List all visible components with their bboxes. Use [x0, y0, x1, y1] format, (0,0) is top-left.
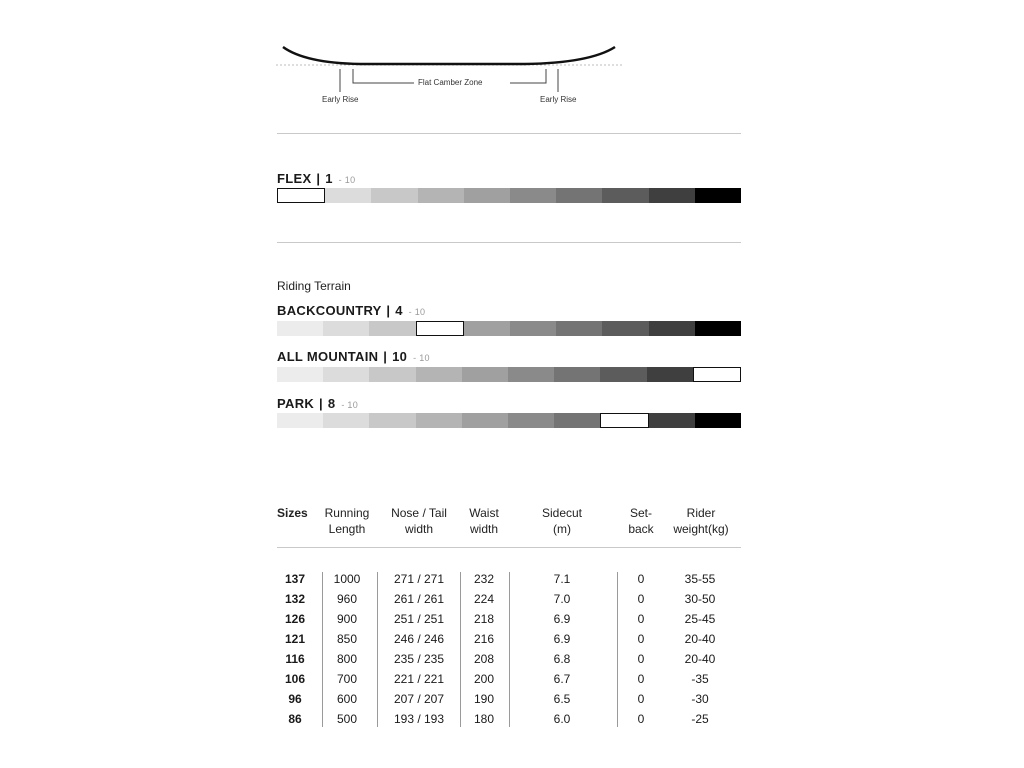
all-mountain-segment: [600, 367, 646, 382]
column-sidecut: [540, 571, 584, 731]
backcountry-segment: [649, 321, 695, 336]
park-segment: [277, 413, 323, 428]
park-segment: [649, 413, 695, 428]
board-curve: [283, 47, 615, 64]
header-sizes: [277, 505, 308, 521]
table-cell: 0: [637, 572, 645, 586]
header-waist-line2: width: [469, 522, 498, 536]
flex-label: FLEX: [277, 171, 312, 186]
header-nose-line2: width: [404, 522, 433, 536]
table-cell: 261 / 261: [393, 592, 445, 606]
table-cell: 190: [473, 692, 495, 706]
column-divider: [617, 572, 618, 727]
park-segment: [554, 413, 600, 428]
header-rider-line2: weight(kg): [673, 522, 729, 536]
backcountry-segment: [695, 321, 741, 336]
flex-segment: [695, 188, 741, 203]
flat-zone-bracket-right: [510, 69, 546, 83]
flex-value: 1: [325, 171, 333, 186]
table-cell: 121: [284, 632, 306, 646]
table-cell: 216: [473, 632, 495, 646]
table-cell: -30: [691, 692, 709, 706]
table-cell: -35: [691, 672, 709, 686]
column-running-length: [325, 571, 369, 731]
table-cell: 232: [473, 572, 495, 586]
table-cell: 271 / 271: [393, 572, 445, 586]
table-cell: 116: [285, 652, 305, 666]
header-setback-line2: back: [628, 522, 654, 536]
table-cell: 600: [336, 692, 358, 706]
flat-camber-zone-label: Flat Camber Zone: [418, 78, 483, 87]
backcountry-separator: |: [386, 303, 391, 318]
table-cell: 20-40: [684, 652, 716, 666]
flex-segment-selected: [277, 188, 325, 203]
backcountry-segment: [556, 321, 602, 336]
backcountry-segment: [602, 321, 648, 336]
table-cell: 251 / 251: [393, 612, 445, 626]
all-mountain-segment-selected: [693, 367, 741, 382]
table-cell: 30-50: [684, 592, 716, 606]
park-segment-selected: [600, 413, 648, 428]
backcountry-label: BACKCOUNTRY: [277, 303, 382, 318]
park-segment: [462, 413, 508, 428]
all-mountain-segment: [277, 367, 323, 382]
column-nose-tail: [382, 571, 456, 731]
header-rider-line1: Rider: [686, 506, 716, 520]
column-waist: [464, 571, 504, 731]
table-cell: 500: [336, 712, 358, 726]
park-label: PARK: [277, 396, 315, 411]
park-segment: [695, 413, 741, 428]
park-separator: |: [319, 396, 323, 411]
flex-title: [277, 171, 355, 186]
table-cell: 0: [637, 712, 645, 726]
table-cell: 0: [637, 652, 645, 666]
table-cell: 0: [637, 672, 645, 686]
flex-max: - 10: [338, 175, 356, 185]
table-cell: 246 / 246: [393, 632, 445, 646]
table-cell: 20-40: [684, 632, 716, 646]
table-cell: 6.9: [553, 632, 571, 646]
all-mountain-segment: [416, 367, 462, 382]
header-sidecut: [533, 505, 591, 537]
header-running-length: [321, 505, 373, 537]
table-cell: 106: [284, 672, 306, 686]
table-cell: 224: [473, 592, 495, 606]
all-mountain-segment: [323, 367, 369, 382]
table-cell: -25: [691, 712, 709, 726]
park-value: 8: [327, 396, 336, 411]
column-setback: [626, 571, 656, 731]
table-cell: 7.0: [553, 592, 571, 606]
column-divider: [322, 572, 323, 727]
all-mountain-segment: [647, 367, 693, 382]
flex-segment: [371, 188, 417, 203]
camber-profile-diagram: [270, 38, 630, 110]
header-running-line2: Length: [328, 522, 366, 536]
park-title: [277, 396, 358, 411]
divider: [277, 242, 741, 243]
backcountry-segment-selected: [416, 321, 464, 336]
table-cell: 193 / 193: [393, 712, 445, 726]
table-cell: 0: [637, 612, 645, 626]
table-header-divider: [277, 547, 741, 548]
park-segment: [416, 413, 462, 428]
table-cell: 208: [473, 652, 495, 666]
backcountry-value: 4: [395, 303, 403, 318]
column-sizes: [280, 571, 310, 731]
backcountry-segment: [464, 321, 510, 336]
column-divider: [509, 572, 510, 727]
table-cell: 235 / 235: [393, 652, 445, 666]
flex-segment: [464, 188, 510, 203]
header-nose-tail: [384, 505, 454, 537]
table-cell: 6.7: [553, 672, 571, 686]
riding-terrain-heading: Riding Terrain: [277, 279, 351, 293]
table-cell: 200: [473, 672, 495, 686]
table-cell: 35-55: [684, 572, 716, 586]
table-cell: 0: [637, 692, 645, 706]
flex-segment: [418, 188, 464, 203]
divider: [277, 133, 741, 134]
table-cell: 6.5: [553, 692, 571, 706]
header-sidecut-line2: (m): [553, 522, 571, 536]
flex-scale: [277, 188, 741, 203]
early-rise-left-label: Early Rise: [322, 95, 359, 104]
backcountry-title: [277, 303, 425, 318]
header-waist: [462, 505, 506, 537]
flex-segment: [325, 188, 371, 203]
park-max: - 10: [341, 400, 359, 410]
backcountry-segment: [277, 321, 323, 336]
all-mountain-segment: [369, 367, 415, 382]
table-cell: 0: [637, 632, 645, 646]
table-cell: 800: [336, 652, 358, 666]
header-running-line1: Running: [324, 506, 370, 520]
table-cell: 207 / 207: [393, 692, 445, 706]
park-segment: [369, 413, 415, 428]
flex-segment: [510, 188, 556, 203]
table-cell: 25-45: [684, 612, 716, 626]
all-mountain-segment: [508, 367, 554, 382]
all-mountain-value: 10: [392, 349, 408, 364]
flat-zone-bracket-left: [353, 69, 414, 83]
table-cell: 218: [473, 612, 495, 626]
table-cell: 1000: [333, 572, 361, 586]
table-cell: 6.0: [553, 712, 571, 726]
flex-separator: |: [316, 171, 321, 186]
table-cell: 850: [336, 632, 358, 646]
flex-segment: [649, 188, 695, 203]
backcountry-scale: [277, 321, 741, 336]
column-divider: [460, 572, 461, 727]
column-divider: [377, 572, 378, 727]
backcountry-segment: [510, 321, 556, 336]
flex-segment: [556, 188, 602, 203]
header-sidecut-line1: Sidecut: [541, 506, 583, 520]
table-cell: 86: [288, 712, 302, 726]
backcountry-max: - 10: [408, 307, 426, 317]
table-cell: 96: [288, 692, 302, 706]
table-cell: 6.9: [553, 612, 571, 626]
all-mountain-segment: [462, 367, 508, 382]
park-segment: [508, 413, 554, 428]
header-setback-line1: Set-: [629, 506, 652, 520]
header-nose-line1: Nose / Tail: [391, 506, 447, 520]
table-cell: 6.8: [553, 652, 571, 666]
early-rise-right-label: Early Rise: [540, 95, 577, 104]
table-cell: 960: [336, 592, 358, 606]
table-cell: 137: [284, 572, 306, 586]
header-setback: [622, 505, 660, 537]
park-scale: [277, 413, 741, 428]
all-mountain-title: [277, 349, 430, 364]
all-mountain-segment: [554, 367, 600, 382]
flex-segment: [602, 188, 648, 203]
column-rider-weight: [670, 571, 730, 731]
header-waist-line1: Waist: [469, 506, 499, 520]
table-cell: 126: [284, 612, 306, 626]
park-segment: [323, 413, 369, 428]
table-cell: 700: [336, 672, 358, 686]
all-mountain-label: ALL MOUNTAIN: [277, 349, 379, 364]
all-mountain-max: - 10: [413, 353, 430, 363]
table-cell: 221 / 221: [393, 672, 445, 686]
table-cell: 180: [473, 712, 495, 726]
table-cell: 132: [284, 592, 306, 606]
backcountry-segment: [369, 321, 415, 336]
header-sizes-label: Sizes: [277, 506, 308, 520]
all-mountain-scale: [277, 367, 741, 382]
all-mountain-separator: |: [383, 349, 388, 364]
table-cell: 900: [336, 612, 358, 626]
table-cell: 7.1: [553, 572, 571, 586]
backcountry-segment: [323, 321, 369, 336]
header-rider-weight: [668, 505, 734, 537]
table-cell: 0: [637, 592, 645, 606]
